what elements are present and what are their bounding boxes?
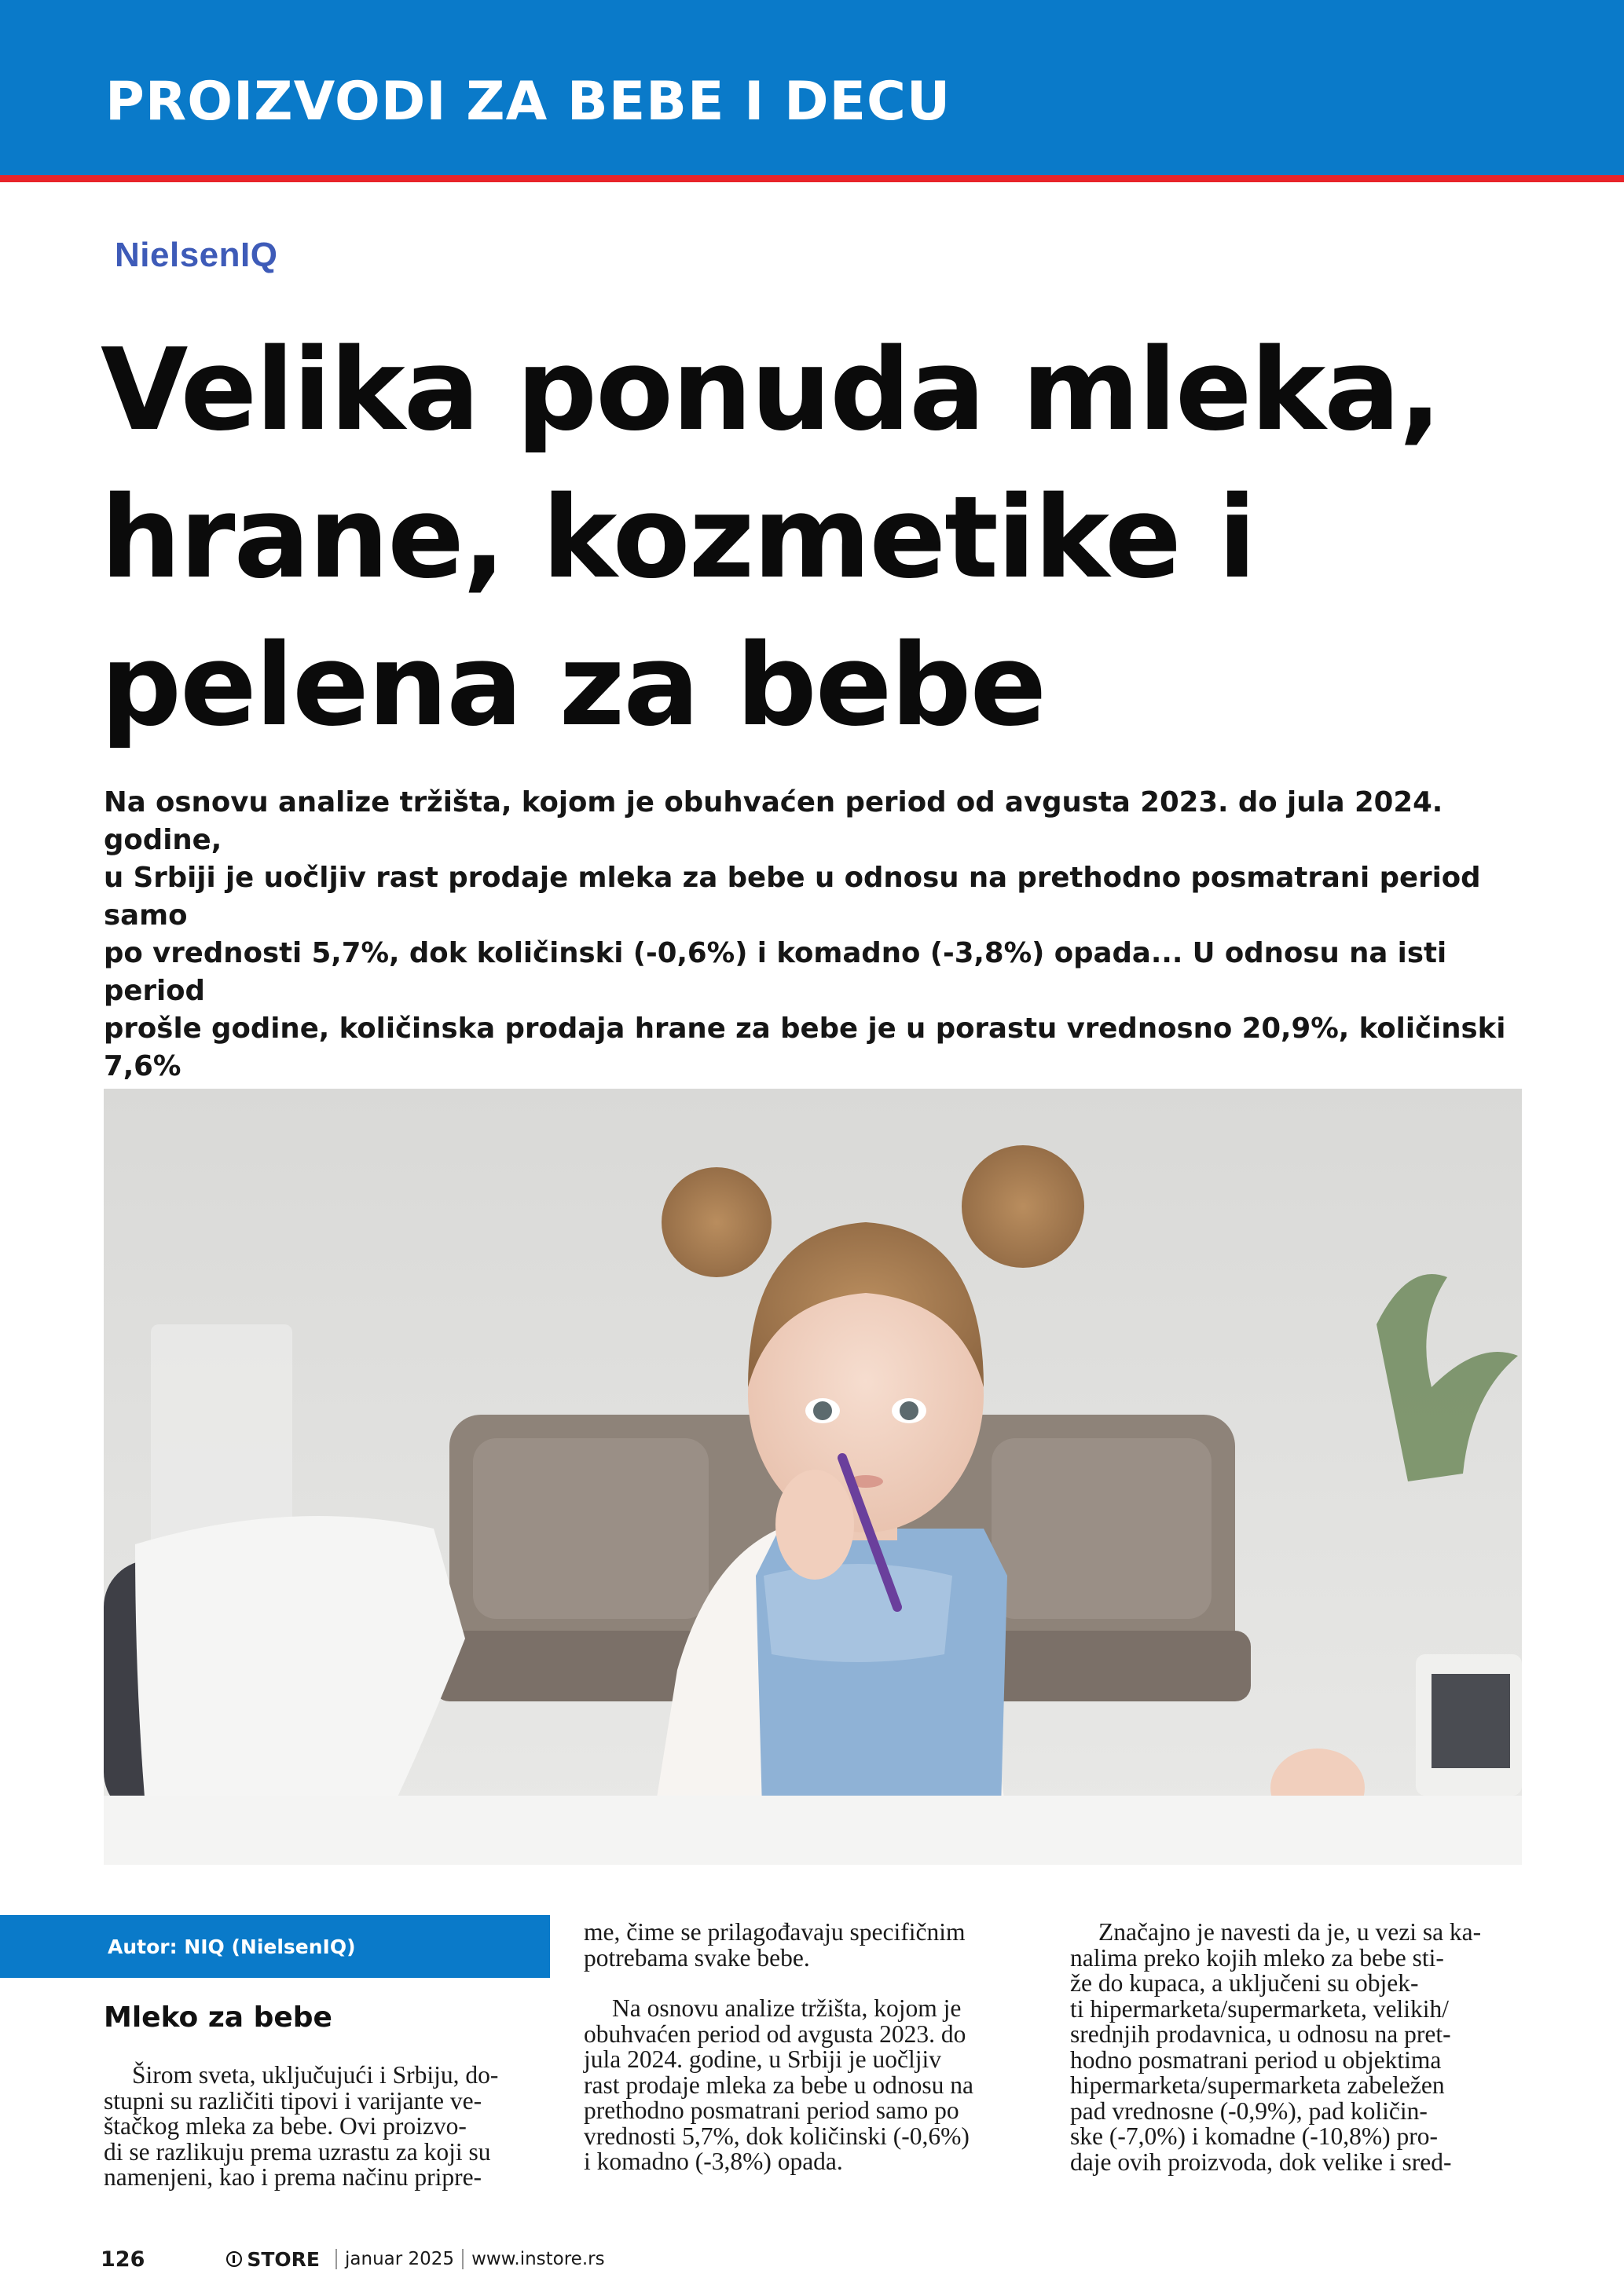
column-3 bbox=[1070, 1920, 1510, 2200]
headline-line: hrane, kozmetike i bbox=[101, 471, 1256, 603]
text-line: hipermarketa/supermarketa zabeležen bbox=[1070, 2071, 1445, 2099]
text-line: Na osnovu analize tržišta, kojom je bbox=[612, 1994, 962, 2022]
text-line: i komadno (-3,8%) opada. bbox=[584, 2148, 843, 2175]
text-line: daje ovih proizvoda, dok velike i sred- bbox=[1070, 2148, 1452, 2176]
text-line: me, čime se prilagođavaju specifičnim bbox=[584, 1918, 966, 1946]
divider bbox=[335, 2249, 337, 2269]
text-line: vrednosti 5,7%, dok količinski (-0,6%) bbox=[584, 2122, 970, 2150]
section-subhead: Mleko za bebe bbox=[104, 2001, 332, 2034]
text-line: prethodno posmatrani period samo po bbox=[584, 2096, 959, 2124]
instore-logo-icon bbox=[226, 2251, 242, 2267]
website-link[interactable]: www.instore.rs bbox=[471, 2249, 605, 2269]
issue-date: januar 2025 bbox=[345, 2249, 455, 2269]
lead-line: u Srbiji je uočljiv rast prodaje mleka za bebe u odnosu na prethodno posmatrani period samo bbox=[104, 862, 1481, 932]
text-line: di se razlikuju prema uzrastu za koji su bbox=[104, 2137, 491, 2166]
text-line: jula 2024. godine, u Srbiji je uočljiv bbox=[584, 2045, 941, 2073]
text-line: že do kupaca, a uključeni su objek- bbox=[1070, 1969, 1419, 1997]
lead-line: Na osnovu analize tržišta, kojom je obuhvaćen period od avgusta 2023. do jula 2024. godine, bbox=[104, 786, 1443, 856]
author-label: Autor: NIQ (NielsenIQ) bbox=[108, 1935, 356, 1958]
column-1 bbox=[104, 2063, 544, 2216]
page-footer bbox=[101, 2243, 605, 2275]
child-with-pen-illustration bbox=[104, 1089, 1522, 1865]
text-line: nalima preko kojih mleko za bebe sti- bbox=[1070, 1943, 1444, 1972]
section-title: PROIZVODI ZA BEBE I DECU bbox=[105, 71, 951, 133]
divider bbox=[462, 2249, 464, 2269]
text-line: pad vrednosne (-0,9%), pad količin- bbox=[1070, 2096, 1428, 2125]
section-header-bar bbox=[0, 0, 1624, 182]
text-line: hodno posmatrani period u objektima bbox=[1070, 2045, 1442, 2074]
headline-line: pelena za bebe bbox=[101, 619, 1046, 751]
magazine-name: STORE bbox=[247, 2247, 321, 2271]
paragraph bbox=[584, 1996, 1024, 2175]
text-line: rast prodaje mleka za bebe u odnosu na bbox=[584, 2071, 973, 2099]
lead-line: prošle godine, količinska prodaja hrane za bebe je u porastu vrednosno 20,9%, količinski 7,6% bbox=[104, 1013, 1506, 1082]
headline-line: Velika ponuda mleka, bbox=[101, 324, 1441, 456]
nielseniq-logo: NielsenIQ bbox=[115, 236, 278, 274]
author-bar bbox=[0, 1915, 550, 1978]
paragraph bbox=[104, 2063, 544, 2191]
column-2 bbox=[584, 1920, 1024, 2200]
text-line: štačkog mleka za bebe. Ovi proizvo- bbox=[104, 2112, 467, 2140]
text-line: ske (-7,0%) i komadne (-10,8%) pro- bbox=[1070, 2122, 1438, 2150]
article-photo bbox=[104, 1089, 1522, 1865]
text-line: stupni su različiti tipovi i varijante ve- bbox=[104, 2086, 482, 2115]
text-line: potrebama svake bebe. bbox=[584, 1943, 810, 1972]
paragraph bbox=[584, 1920, 1024, 1971]
article-headline bbox=[101, 316, 1562, 759]
text-line: Značajno je navesti da je, u vezi sa ka- bbox=[1098, 1918, 1482, 1946]
text-line: Širom sveta, uključujući i Srbiju, do- bbox=[132, 2061, 499, 2089]
paragraph bbox=[1070, 1920, 1510, 2175]
text-line: srednjih prodavnica, u odnosu na pret- bbox=[1070, 2020, 1451, 2048]
text-line: ti hipermarketa/supermarketa, velikih/ bbox=[1070, 1994, 1449, 2023]
text-line: obuhvaćen period od avgusta 2023. do bbox=[584, 2020, 966, 2048]
lead-line: po vrednosti 5,7%, dok količinski (-0,6%) i komadno (-3,8%) opada... U odnosu na isti period bbox=[104, 937, 1447, 1007]
text-line: namenjeni, kao i prema načinu pripre- bbox=[104, 2163, 482, 2191]
page-number: 126 bbox=[101, 2247, 145, 2272]
